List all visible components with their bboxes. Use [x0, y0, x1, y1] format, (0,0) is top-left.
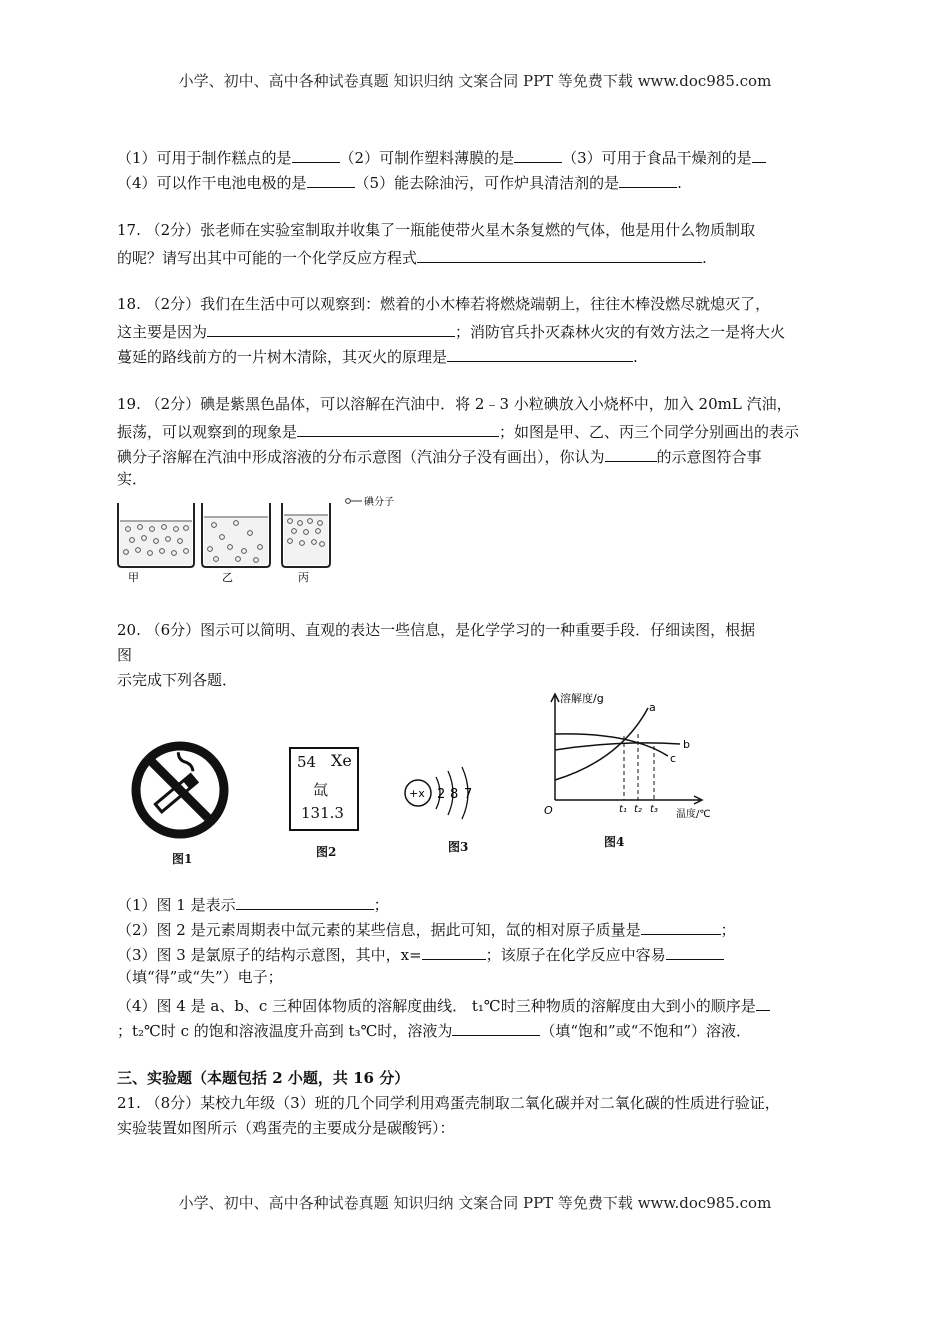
q18-line1: 18. （2分）我们在生活中可以观察到：燃着的小木棒若将燃烧端朝上，往往木棒没燃尽就熄灭了，	[117, 295, 771, 313]
element-card-xenon	[289, 747, 359, 831]
q20-sub2-end: ；	[720, 921, 736, 939]
q16-line1	[117, 148, 766, 166]
element-name: 氙	[313, 781, 329, 799]
q19-beaker-figure	[110, 493, 410, 583]
legend-text: 碘分子	[364, 497, 394, 508]
q18-period: .	[633, 348, 638, 366]
tick-t3: t₃	[650, 804, 658, 815]
q18-blank1[interactable]	[207, 322, 455, 337]
q18-line3	[117, 347, 638, 365]
q16-item2: （2）可制作塑料薄膜的是	[339, 149, 515, 167]
atom-structure-diagram	[398, 763, 488, 823]
q16-blank5[interactable]	[619, 173, 677, 188]
q20-line1: 20. （6分）图示可以简明、直观的表达一些信息，是化学学习的一种重要手段．仔细读图，根据	[117, 621, 756, 639]
solubility-curve-chart	[540, 690, 720, 820]
q19-prompt1: 振荡，可以观察到的现象是	[117, 423, 298, 441]
q20-sub3-prompt: （3）图 3 是氯原子的结构示意图，其中，x=	[117, 946, 422, 964]
q20-blank6[interactable]	[452, 1021, 540, 1036]
q18-prompt1: 这主要是因为	[117, 323, 208, 341]
fig1-label: 图1	[172, 852, 193, 866]
q20-sub1-end: ；	[373, 896, 389, 914]
q16-blank4[interactable]	[307, 173, 355, 188]
iodine-legend	[346, 495, 394, 508]
shell-3-electrons: 7	[464, 787, 473, 802]
q20-sub4	[117, 996, 770, 1014]
nucleus-charge: +x	[409, 787, 425, 800]
q19-line2	[117, 422, 799, 440]
q17-blank[interactable]	[417, 248, 702, 263]
q16-blank1[interactable]	[292, 148, 340, 163]
q20-line2: 图	[117, 646, 133, 664]
q20-sub4-cont	[117, 1021, 751, 1039]
q19-line1: 19. （2分）碘是紫黑色晶体，可以溶解在汽油中．将 2﹣3 小粒碘放入小烧杯中，加入 20mL 汽油，	[117, 395, 792, 413]
atomic-mass: 131.3	[301, 804, 344, 822]
q17-prompt: 的呢？请写出其中可能的一个化学反应方程式	[117, 249, 418, 267]
q16-period: .	[677, 174, 682, 192]
q18-line2	[117, 322, 785, 340]
shell-1-electrons: 2	[437, 787, 446, 802]
curve-a-label: a	[649, 701, 656, 714]
tick-t2: t₂	[634, 804, 642, 815]
q19-line4: 实．	[117, 470, 148, 488]
q20-sub3	[117, 945, 724, 963]
q19-line3	[117, 447, 762, 465]
q19-prompt2: ；如图是甲、乙、丙三个同学分别画出的表示	[499, 423, 800, 441]
page-footer: 小学、初中、高中各种试卷真题 知识归纳 文案合同 PPT 等免费下载 www.doc985.com	[178, 1194, 772, 1212]
q21-line2: 实验装置如图所示（鸡蛋壳的主要成分是碳酸钙）：	[117, 1119, 455, 1137]
q20-blank2[interactable]	[641, 920, 721, 935]
q20-sub2	[117, 920, 736, 938]
q20-sub4-end: （填“饱和”或“不饱和”）溶液．	[540, 1022, 752, 1040]
q16-item4: （4）可以作干电池电极的是	[117, 174, 307, 192]
q16-blank3[interactable]	[752, 148, 766, 163]
q19-blank2[interactable]	[605, 447, 657, 462]
fig3-label: 图3	[448, 840, 469, 854]
tick-t1: t₁	[619, 804, 627, 815]
q20-line3: 示完成下列各题．	[117, 671, 238, 689]
q20-sub2-prompt: （2）图 2 是元素周期表中氙元素的某些信息，据此可知，氙的相对原子质量是	[117, 921, 641, 939]
q18-prompt3: 蔓延的路线前方的一片树木清除，其灭火的原理是	[117, 348, 448, 366]
beaker-label-bing: 丙	[298, 571, 309, 583]
page-header: 小学、初中、高中各种试卷真题 知识归纳 文案合同 PPT 等免费下载 www.doc985.com	[178, 72, 772, 90]
y-axis-label: 溶解度/g	[560, 692, 604, 705]
beaker-label-yi: 乙	[222, 571, 233, 583]
curve-c-label: c	[670, 752, 677, 765]
q19-prompt3: 碘分子溶解在汽油中形成溶液的分布示意图（汽油分子没有画出），你认为	[117, 448, 605, 466]
beaker-label-jia: 甲	[128, 571, 139, 583]
q17-line2	[117, 248, 707, 266]
q20-blank5[interactable]	[756, 996, 770, 1011]
fig2-label: 图2	[316, 845, 337, 859]
beaker-yi	[202, 503, 270, 583]
section-3-title: 三、实验题（本题包括 2 小题，共 16 分）	[117, 1069, 410, 1087]
atomic-number: 54	[297, 753, 317, 771]
fig4-label: 图4	[604, 835, 625, 849]
q20-sub4-prompt2: ；t₂℃时 c 的饱和溶液温度升高到 t₃℃时，溶液为	[117, 1022, 453, 1040]
q19-blank1[interactable]	[297, 422, 499, 437]
q16-line2	[117, 173, 682, 191]
q18-blank2[interactable]	[447, 347, 633, 362]
q16-item3: （3）可用于食品干燥剂的是	[562, 149, 752, 167]
q17-period: .	[702, 249, 707, 267]
curve-c	[555, 734, 668, 756]
curve-b-label: b	[683, 738, 690, 751]
origin-label: O	[544, 804, 553, 817]
q20-sub4-prompt: （4）图 4 是 a、b、c 三种固体物质的溶解度曲线． t₁℃时三种物质的溶解度由大到小的顺序是	[117, 997, 756, 1015]
x-axis-label: 温度/℃	[676, 809, 711, 820]
beaker-bing	[282, 503, 330, 583]
q16-item1: （1）可用于制作糕点的是	[117, 149, 292, 167]
q20-blank4[interactable]	[666, 945, 724, 960]
q16-blank2[interactable]	[514, 148, 562, 163]
shell-2-electrons: 8	[450, 787, 459, 802]
q20-sub3-prompt2: ；该原子在化学反应中容易	[485, 946, 666, 964]
q18-prompt2: ；消防官兵扑灭森林火灾的有效方法之一是将大火	[455, 323, 786, 341]
q20-sub1	[117, 895, 389, 913]
element-symbol: Xe	[331, 751, 352, 770]
no-smoking-icon	[130, 740, 230, 840]
beaker-jia	[118, 503, 194, 583]
q20-blank3[interactable]	[422, 945, 486, 960]
q19-prompt4: 的示意图符合事	[656, 448, 762, 466]
q20-sub3-cont: （填“得”或“失”）电子；	[117, 968, 283, 986]
q20-sub1-prompt: （1）图 1 是表示	[117, 896, 236, 914]
q21-line1: 21. （8分）某校九年级（3）班的几个同学利用鸡蛋壳制取二氧化碳并对二氧化碳的性质进行验证，	[117, 1094, 780, 1112]
q17-line1: 17. （2分）张老师在实验室制取并收集了一瓶能使带火星木条复燃的气体，他是用什么物质制取	[117, 221, 756, 239]
q16-item5: （5）能去除油污，可作炉具清洁剂的是	[354, 174, 620, 192]
q20-blank1[interactable]	[236, 895, 374, 910]
